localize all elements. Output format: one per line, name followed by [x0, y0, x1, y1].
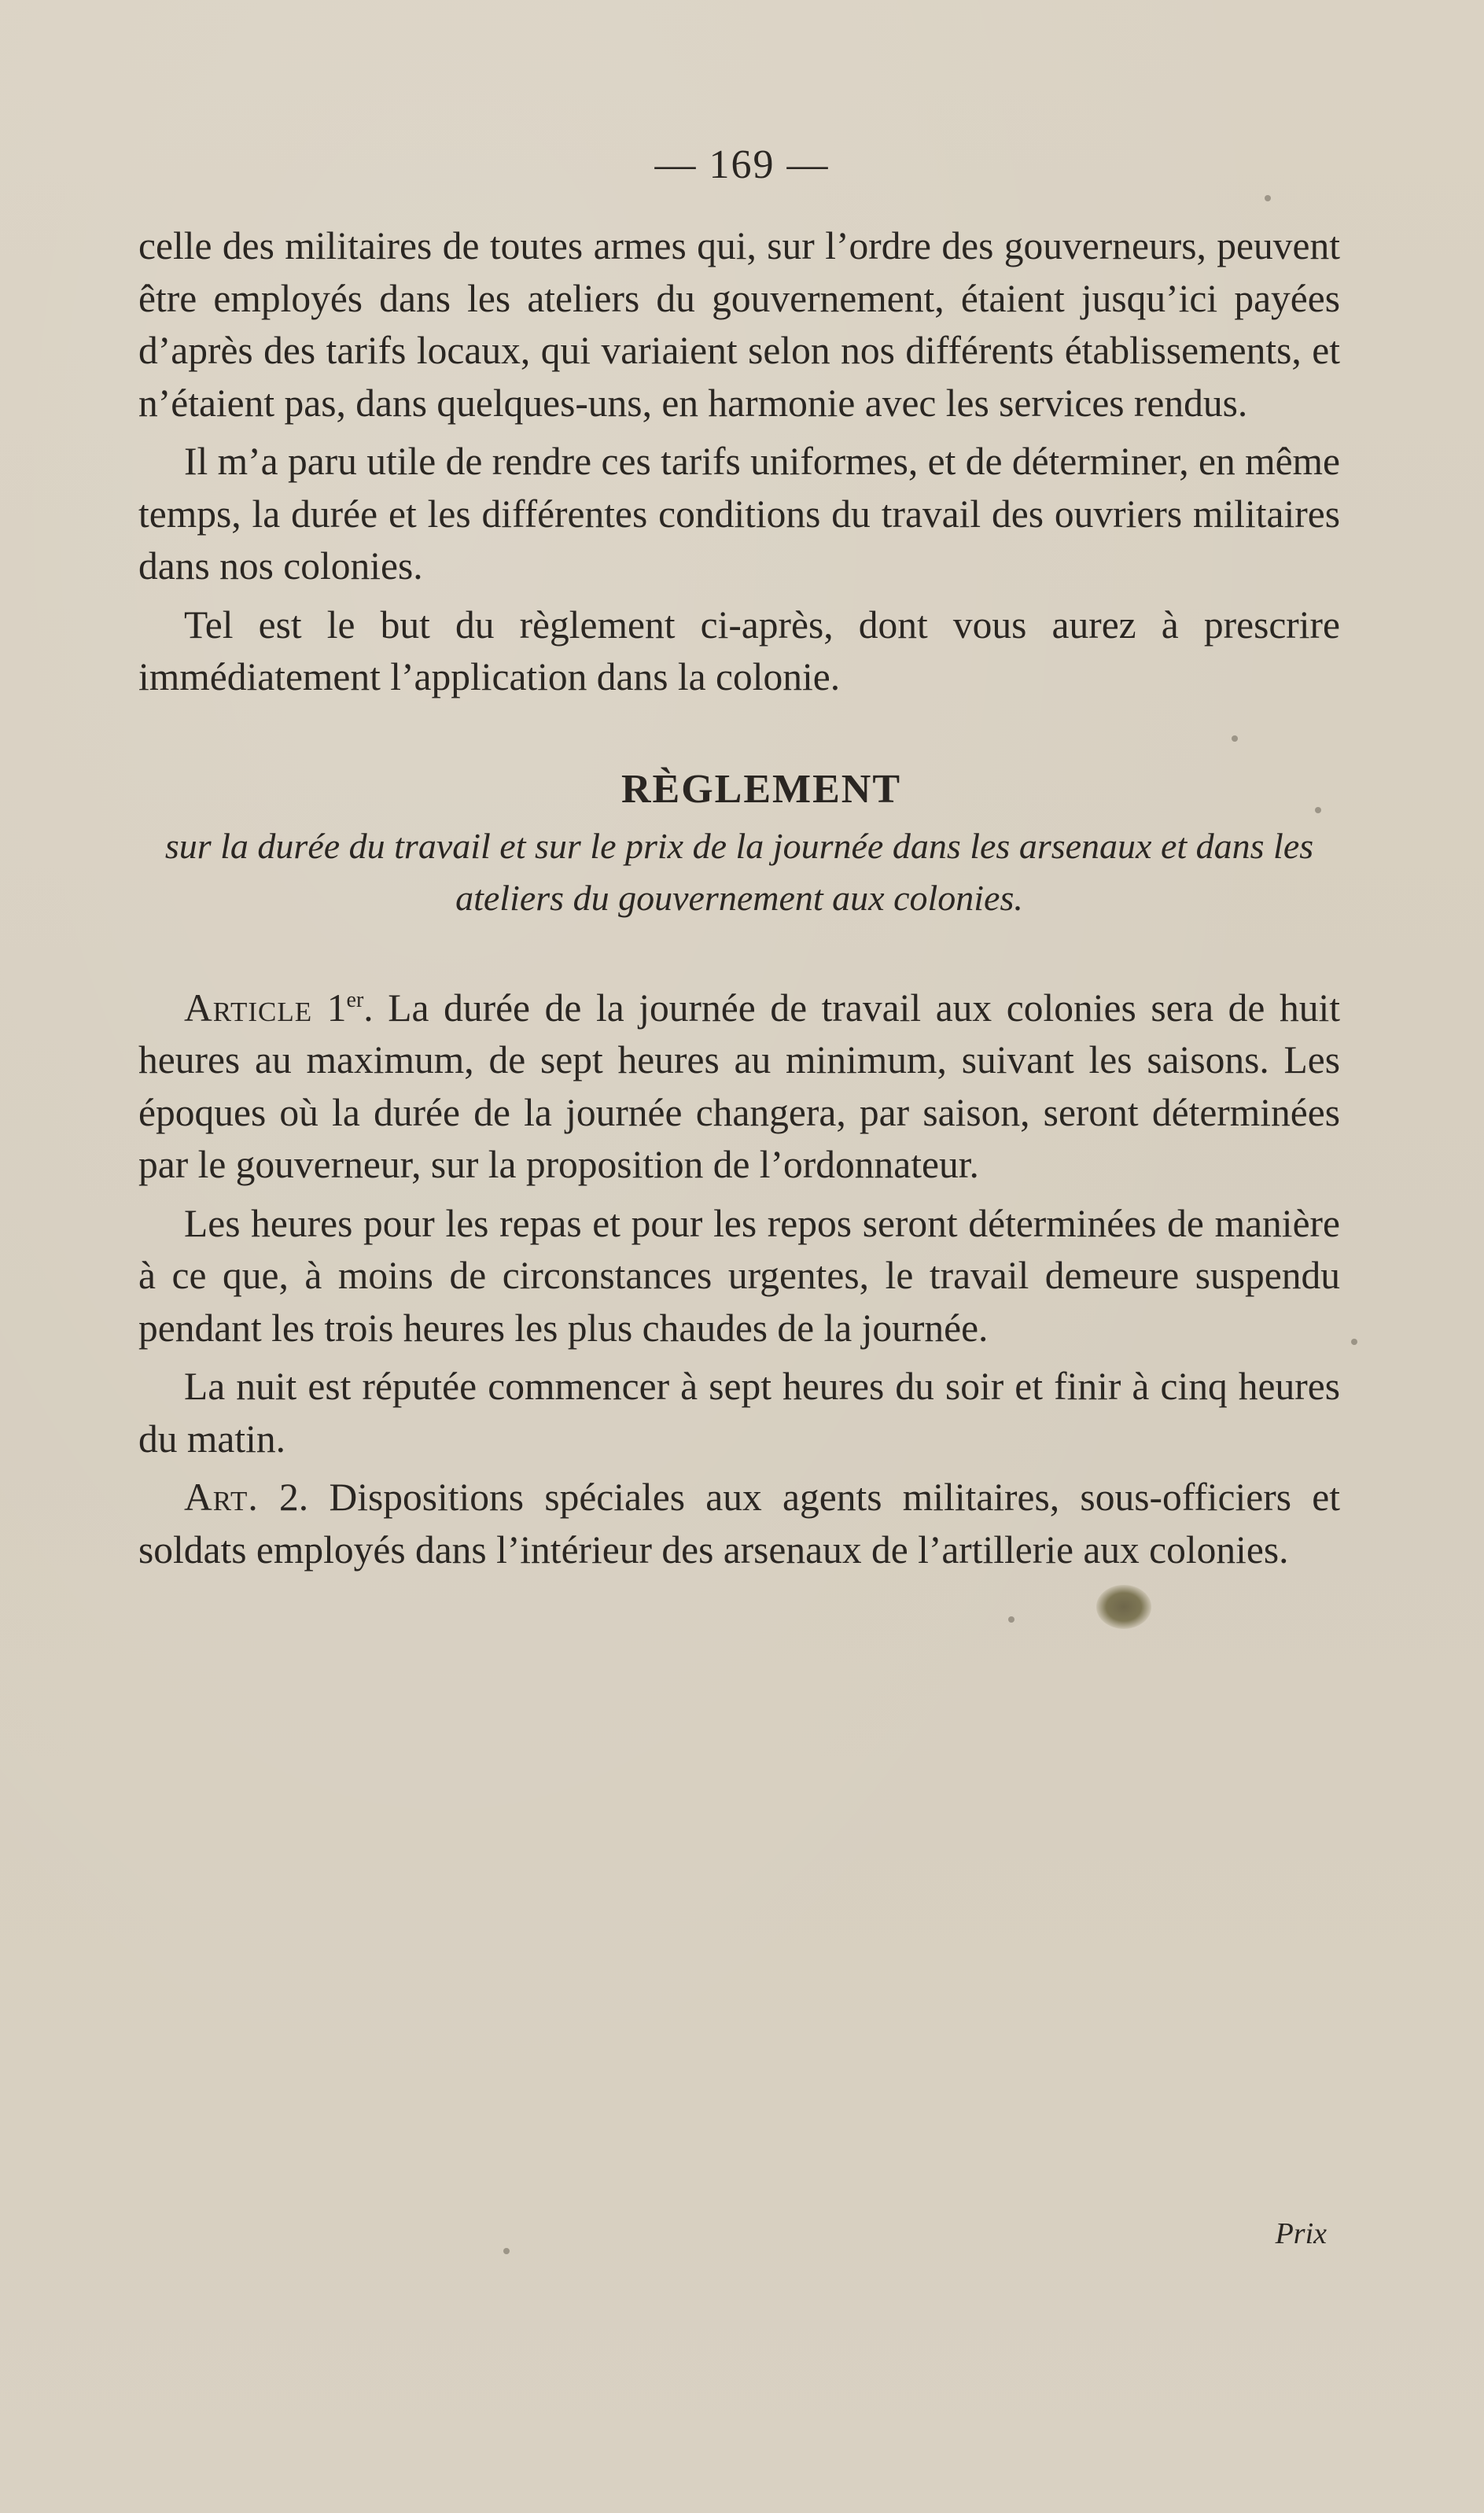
paragraph-uniform-tariffs: Il m’a paru utile de rendre ces tarifs uniformes, et de déterminer, en même temps, la durée et les différentes conditions du travail des ouvriers militaires dans nos colonies.: [138, 440, 1341, 588]
section-title: RÈGLEMENT: [620, 766, 902, 812]
article-2-paragraph: [138, 1472, 1340, 1576]
article-1-number: 1: [326, 986, 347, 1030]
paper-speck: [1008, 1616, 1014, 1623]
section-subtitle: sur la durée du travail et sur le prix de la journée dans les arsenaux et dans les ateliers du gouvernement aux colonies.: [164, 825, 1314, 918]
page-number: — 169 —: [654, 142, 830, 187]
page-body: [138, 220, 1340, 1576]
paper-speck: [1351, 1339, 1357, 1345]
foxing-stain: [1096, 1585, 1151, 1629]
paper-speck: [1315, 807, 1321, 813]
paragraph-continuation: celle des militaires de toutes armes qui, sur l’ordre des gouverneurs, peuvent être employés dans les ateliers du gouvernement, étaient jusqu’ici payées d’après des tarifs locaux, qui variaient selon nos différents établissements, et n’étaient pas, dans quelques-uns, en harmonie avec les services rendus.: [138, 224, 1340, 425]
paper-speck: [1265, 195, 1271, 201]
article-1-suffix: er: [346, 987, 364, 1012]
paragraph-night-hours: La nuit est réputée commencer à sept heures du soir et finir à cinq heures du matin.: [138, 1365, 1340, 1461]
article-1-paragraph: [138, 982, 1340, 1192]
paragraph-purpose: Tel est le but du règlement ci-après, dont vous aurez à prescrire immédiatement l’application dans la colonie.: [138, 602, 1340, 698]
paper-speck: [1232, 735, 1238, 742]
catchword: Prix: [1275, 2217, 1327, 2250]
article-2-label: Art.: [184, 1476, 259, 1519]
paragraph-meal-hours: Les heures pour les repas et pour les repos seront déterminées de manière à ce que, à moins de circonstances urgentes, le travail demeure suspendu pendant les trois heures les plus chaudes de la journée.: [138, 1201, 1340, 1350]
article-1-text: . La durée de la journée de travail aux colonies sera de huit heures au maximum, de sept heures au minimum, suivant les saisons. Les époques où la durée de la journée changera, par saison, seront déterminées par le gouverneur, sur la proposition de l’ordonnateur.: [138, 986, 1340, 1186]
article-2-text: 2. Dispositions spéciales aux agents militaires, sous-officiers et soldats employés dans l’intérieur des arsenaux de l’artillerie aux colonies.: [138, 1476, 1340, 1572]
paper-speck: [503, 2248, 510, 2254]
article-1-label: Article: [184, 986, 313, 1030]
